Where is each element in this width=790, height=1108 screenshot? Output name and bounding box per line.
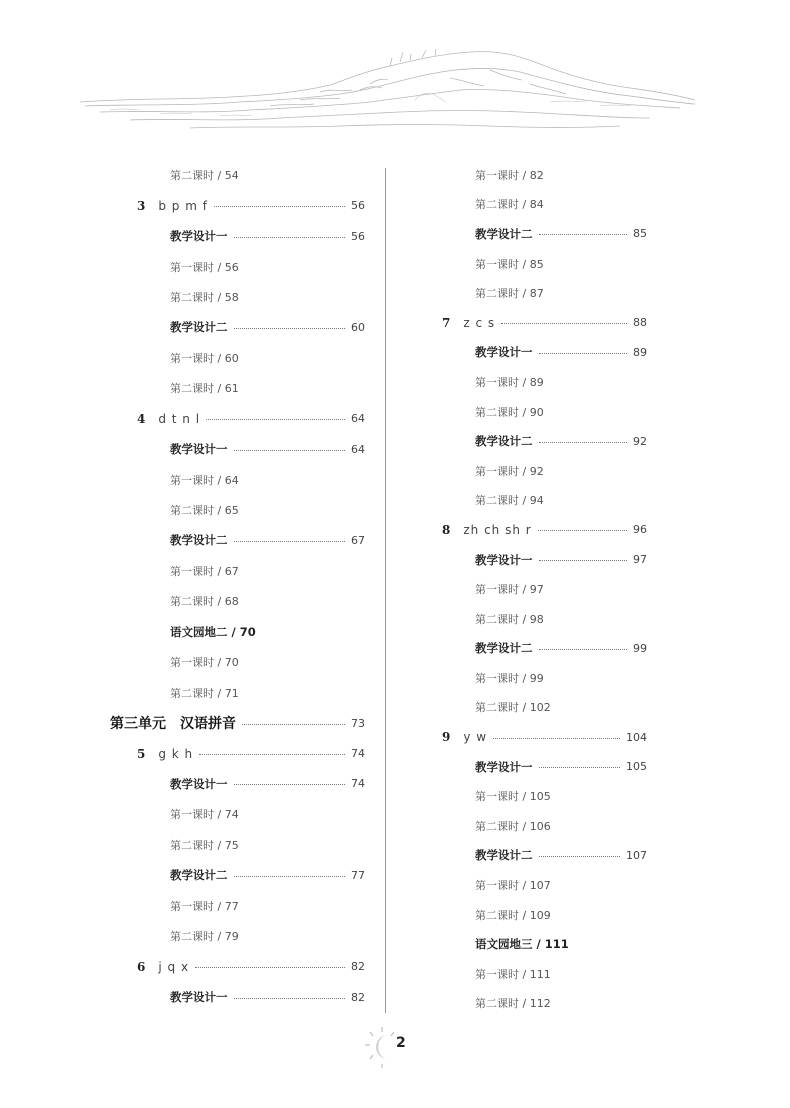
toc-subentry-label: 第一课时 / 82 <box>475 168 544 182</box>
toc-subentry-label: 第二课时 / 71 <box>170 686 239 700</box>
toc-subentry[interactable] <box>110 373 365 403</box>
toc-subentry-label: 第二课时 / 54 <box>170 169 239 183</box>
dot-leader <box>234 450 346 451</box>
toc-subentry[interactable] <box>110 556 365 586</box>
page-ref: 74 <box>351 747 365 761</box>
toc-subentry-label: 第二课时 / 68 <box>170 595 239 609</box>
dot-leader <box>501 323 627 324</box>
page-ref: 104 <box>626 730 647 744</box>
toc-subentry-label: 第一课时 / 111 <box>475 967 551 981</box>
toc-subentry-label: 第一课时 / 85 <box>475 257 544 271</box>
toc-design-entry[interactable] <box>110 525 365 555</box>
dot-leader <box>206 419 345 420</box>
toc-subentry[interactable] <box>415 959 647 989</box>
toc-subentry-label: 第一课时 / 97 <box>475 583 544 597</box>
toc-unit-heading[interactable] <box>110 708 365 738</box>
landscape-sketch-icon <box>70 40 700 140</box>
toc-left-column <box>110 160 365 1012</box>
dot-leader <box>234 541 346 542</box>
lesson-number: 8 <box>442 522 451 537</box>
toc-subentry[interactable] <box>110 830 365 860</box>
toc-subentry[interactable] <box>110 251 365 281</box>
toc-subentry-label: 第二课时 / 94 <box>475 494 544 508</box>
lesson-number: 3 <box>137 198 146 213</box>
toc-design-label: 教学设计一 <box>170 990 228 1005</box>
dot-leader <box>539 353 628 354</box>
toc-subentry[interactable] <box>415 574 647 604</box>
toc-subentry[interactable] <box>110 343 365 373</box>
toc-subentry[interactable] <box>415 663 647 693</box>
page-ref: 97 <box>633 553 647 567</box>
dot-leader <box>234 784 346 785</box>
toc-subentry[interactable] <box>110 921 365 951</box>
toc-subentry[interactable] <box>415 397 647 427</box>
toc-design-label: 教学设计二 <box>475 226 533 241</box>
toc-lesson-entry[interactable] <box>110 404 365 434</box>
page-ref: 60 <box>351 320 365 334</box>
toc-design-entry[interactable] <box>415 426 647 456</box>
toc-subentry[interactable] <box>415 989 647 1019</box>
dot-leader <box>214 206 345 207</box>
page-ref: 77 <box>351 868 365 882</box>
page-ref: 92 <box>633 434 647 448</box>
toc-subentry-label: 第二课时 / 84 <box>475 198 544 212</box>
toc-subentry[interactable] <box>110 495 365 525</box>
lesson-number: 6 <box>137 959 146 974</box>
unit-title: 第三单元 汉语拼音 <box>110 716 236 733</box>
toc-subentry[interactable] <box>415 693 647 723</box>
lesson-number: 9 <box>442 730 451 745</box>
toc-subentry[interactable] <box>110 282 365 312</box>
toc-design-entry[interactable] <box>415 338 647 368</box>
toc-garden-entry[interactable] <box>415 929 647 959</box>
toc-subentry-label: 第二课时 / 79 <box>170 930 239 944</box>
dot-leader <box>234 237 346 238</box>
toc-subentry[interactable] <box>415 870 647 900</box>
toc-design-label: 教学设计二 <box>475 641 533 656</box>
page-ref: 74 <box>351 777 365 791</box>
toc-design-entry[interactable] <box>415 219 647 249</box>
lesson-title: g k h <box>158 746 194 761</box>
toc-subentry-label: 第二课时 / 90 <box>475 405 544 419</box>
toc-design-entry[interactable] <box>415 634 647 664</box>
dot-leader <box>539 767 621 768</box>
toc-design-entry[interactable] <box>110 221 365 251</box>
toc-subentry[interactable] <box>415 456 647 486</box>
toc-subentry-label: 第二课时 / 109 <box>475 908 551 922</box>
toc-garden-entry[interactable] <box>110 617 365 647</box>
page-ref: 56 <box>351 229 365 243</box>
page-ref: 56 <box>351 199 365 213</box>
toc-subentry-label: 第一课时 / 89 <box>475 375 544 389</box>
toc-subentry-label: 第二课时 / 87 <box>475 287 544 301</box>
page-ref: 107 <box>626 848 647 862</box>
toc-design-entry[interactable] <box>415 752 647 782</box>
toc-subentry[interactable] <box>110 677 365 707</box>
lesson-title: zh ch sh r <box>463 522 532 537</box>
page-ref: 85 <box>633 227 647 241</box>
toc-lesson-entry[interactable] <box>110 951 365 981</box>
toc-subentry-label: 第一课时 / 67 <box>170 564 239 578</box>
dot-leader <box>234 876 346 877</box>
toc-subentry[interactable] <box>415 160 647 190</box>
page-ref: 99 <box>633 641 647 655</box>
lesson-number: 5 <box>137 746 146 761</box>
toc-lesson-entry[interactable] <box>110 738 365 768</box>
lesson-title: y w <box>463 730 488 745</box>
toc-subentry-label: 第二课时 / 75 <box>170 838 239 852</box>
page-ref: 96 <box>633 523 647 537</box>
lesson-number: 4 <box>137 411 146 426</box>
dot-leader <box>539 649 628 650</box>
toc-subentry-label: 第二课时 / 106 <box>475 819 551 833</box>
lesson-title: b p m f <box>158 198 208 213</box>
toc-subentry-label: 第一课时 / 70 <box>170 656 239 670</box>
toc-garden-label: 语文园地三 / 111 <box>475 937 569 952</box>
toc-lesson-entry[interactable] <box>415 515 647 545</box>
toc-subentry-label: 第一课时 / 99 <box>475 671 544 685</box>
toc-subentry[interactable] <box>415 781 647 811</box>
toc-subentry-label: 第二课时 / 58 <box>170 290 239 304</box>
toc-lesson-entry[interactable] <box>415 722 647 752</box>
toc-subentry-label: 第一课时 / 92 <box>475 464 544 478</box>
toc-subentry-label: 第二课时 / 98 <box>475 612 544 626</box>
toc-design-entry[interactable] <box>110 434 365 464</box>
toc-design-label: 教学设计一 <box>170 229 228 244</box>
toc-design-label: 教学设计二 <box>170 868 228 883</box>
toc-design-label: 教学设计二 <box>475 848 533 863</box>
toc-subentry-label: 第二课时 / 61 <box>170 382 239 396</box>
toc-subentry[interactable] <box>110 464 365 494</box>
toc-subentry[interactable] <box>110 891 365 921</box>
toc-subentry[interactable] <box>415 367 647 397</box>
toc-subentry-label: 第一课时 / 105 <box>475 790 551 804</box>
toc-subentry[interactable] <box>415 811 647 841</box>
toc-design-label: 教学设计二 <box>170 320 228 335</box>
page-ref: 64 <box>351 442 365 456</box>
toc-design-label: 教学设计一 <box>475 759 533 774</box>
dot-leader <box>234 328 346 329</box>
dot-leader <box>199 754 345 755</box>
toc-subentry[interactable] <box>415 190 647 220</box>
toc-lesson-entry[interactable] <box>415 308 647 338</box>
page-ref: 82 <box>351 990 365 1004</box>
toc-subentry-label: 第一课时 / 56 <box>170 260 239 274</box>
toc-right-column <box>415 160 647 1018</box>
dot-leader <box>538 530 627 531</box>
toc-subentry[interactable] <box>110 586 365 616</box>
page-ref: 89 <box>633 345 647 359</box>
toc-design-entry[interactable] <box>110 982 365 1012</box>
toc-subentry[interactable] <box>110 799 365 829</box>
dot-leader <box>195 967 345 968</box>
toc-design-entry[interactable] <box>415 841 647 871</box>
dot-leader <box>539 560 628 561</box>
page-ref: 67 <box>351 533 365 547</box>
dot-leader <box>539 856 621 857</box>
page-number: 2 <box>396 1035 406 1051</box>
toc-design-label: 教学设计二 <box>170 533 228 548</box>
toc-garden-label: 语文园地二 / 70 <box>170 624 256 639</box>
toc-subentry-label: 第一课时 / 107 <box>475 879 551 893</box>
lesson-title: j q x <box>158 959 190 974</box>
toc-subentry[interactable] <box>415 249 647 279</box>
toc-design-entry[interactable] <box>110 312 365 342</box>
toc-design-label: 教学设计一 <box>475 345 533 360</box>
toc-subentry[interactable] <box>415 486 647 516</box>
page-ref: 82 <box>351 960 365 974</box>
toc-subentry[interactable] <box>110 160 365 190</box>
toc-subentry[interactable] <box>110 647 365 677</box>
lesson-title: z c s <box>463 315 496 330</box>
column-divider <box>385 168 386 1013</box>
lesson-number: 7 <box>442 315 451 330</box>
toc-design-entry[interactable] <box>110 860 365 890</box>
toc-lesson-entry[interactable] <box>110 190 365 220</box>
toc-subentry-label: 第二课时 / 65 <box>170 504 239 518</box>
dot-leader <box>493 738 620 739</box>
toc-design-label: 教学设计一 <box>475 552 533 567</box>
toc-design-label: 教学设计一 <box>170 776 228 791</box>
toc-subentry[interactable] <box>415 900 647 930</box>
dot-leader <box>242 724 345 725</box>
page-ref: 105 <box>626 760 647 774</box>
toc-subentry[interactable] <box>415 604 647 634</box>
toc-subentry-label: 第二课时 / 102 <box>475 701 551 715</box>
toc-design-label: 教学设计一 <box>170 442 228 457</box>
toc-design-entry[interactable] <box>415 545 647 575</box>
toc-subentry-label: 第一课时 / 60 <box>170 351 239 365</box>
page-footer <box>362 1025 422 1069</box>
toc-subentry-label: 第二课时 / 112 <box>475 997 551 1011</box>
page-ref: 64 <box>351 412 365 426</box>
toc-design-entry[interactable] <box>110 769 365 799</box>
toc-subentry-label: 第一课时 / 77 <box>170 899 239 913</box>
dot-leader <box>234 998 346 999</box>
lesson-title: d t n l <box>158 411 201 426</box>
page-ref: 88 <box>633 316 647 330</box>
dot-leader <box>539 442 628 443</box>
page-ref: 73 <box>351 716 365 730</box>
dot-leader <box>539 234 628 235</box>
toc-subentry[interactable] <box>415 278 647 308</box>
toc-subentry-label: 第一课时 / 64 <box>170 473 239 487</box>
toc-subentry-label: 第一课时 / 74 <box>170 808 239 822</box>
toc-design-label: 教学设计二 <box>475 434 533 449</box>
